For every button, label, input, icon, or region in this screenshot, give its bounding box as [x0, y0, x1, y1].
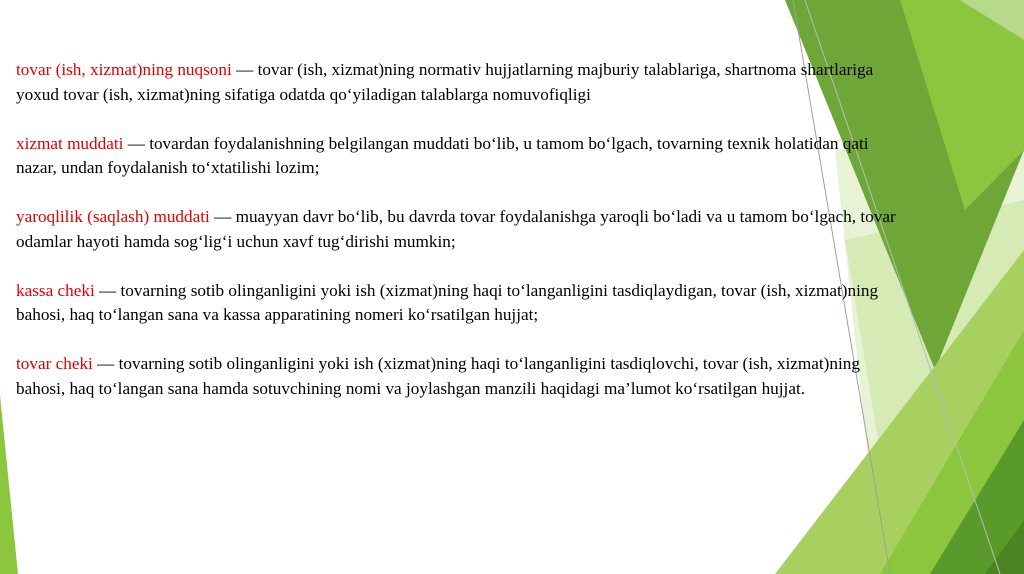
definition: — muayyan davr bo‘lib, bu davrda tovar foydalanishga yaroqli bo‘ladi va u tamom bo‘lgach, tovar odamlar hayoti hamda sog‘lig‘i uchun xavf tug‘dirishi mumkin; — [16, 207, 896, 251]
definition-entry — [16, 132, 896, 181]
term: tovar (ish, xizmat)ning nuqsoni — [16, 60, 232, 79]
definition-entry — [16, 58, 896, 107]
definition-entry — [16, 205, 896, 254]
definition-entry — [16, 279, 896, 328]
term: kassa cheki — [16, 280, 95, 300]
term: tovar cheki — [16, 354, 93, 373]
definition: — tovarning sotib olinganligini yoki ish (xizmat)ning haqi to‘langanligini tasdiqlovchi, tovar (ish, xizmat)ning bahosi, haq to‘langan sana hamda sotuvchining nomi va joylashgan manzili haqidagi ma’lumot ko‘rsatilgan hujjat. — [16, 354, 860, 398]
definition: — tovarning sotib olinganligini yoki ish (xizmat)ning haqi to‘langanligini tasdiqlaydigan, tovar (ish, xizmat)ning bahosi, haq to‘langan sana va kassa apparatining nomeri ko‘rsatilgan hujjat; — [16, 280, 879, 324]
term: yaroqlilik (saqlash) muddati — [16, 207, 210, 226]
definition: — tovardan foydalanishning belgilangan muddati bo‘lib, u tamom bo‘lgach, tovarning texnik holatidan qati nazar, undan foydalanish to‘xtatilishi lozim; — [16, 133, 869, 177]
term: xizmat muddati — [16, 133, 124, 153]
definition: — tovar (ish, xizmat)ning normativ hujjatlarning majburiy talablariga, shartnoma shartlariga yoxud tovar (ish, xizmat)ning sifatiga odatda qo‘yiladigan talablarga nomuvofiqligi — [16, 60, 874, 104]
definitions-text — [16, 58, 896, 426]
definition-entry — [16, 352, 896, 401]
